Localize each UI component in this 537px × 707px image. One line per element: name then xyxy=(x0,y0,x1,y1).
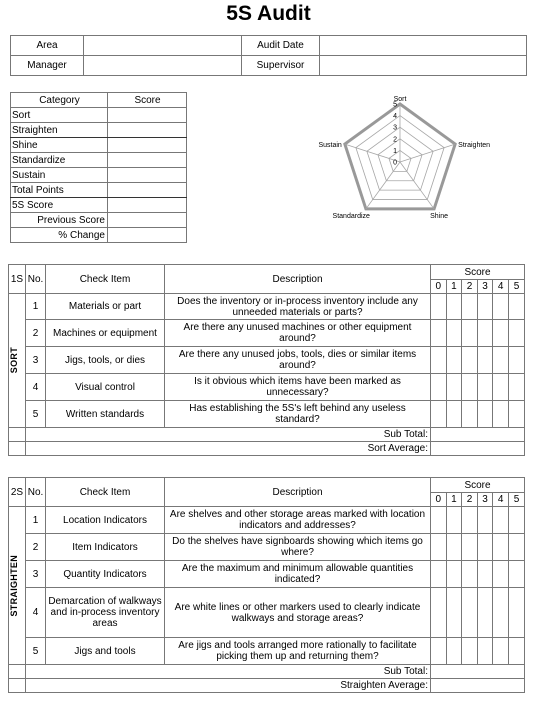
score-cell[interactable] xyxy=(446,507,462,534)
score-cell[interactable] xyxy=(508,401,524,428)
score-cell[interactable] xyxy=(431,294,447,320)
radar-tick-label: 1 xyxy=(393,147,397,155)
supervisor-label: Supervisor xyxy=(242,56,320,76)
score-header: Score xyxy=(108,93,187,108)
score-cell[interactable] xyxy=(446,534,462,561)
score-cell[interactable] xyxy=(477,294,493,320)
score-cell[interactable] xyxy=(477,561,493,588)
item-description: Are white lines or other markers used to clearly indicate walkways and storage areas? xyxy=(165,588,431,638)
radar-axis-label: Straighten xyxy=(458,142,491,150)
score-cell[interactable] xyxy=(493,374,509,401)
no-header: No. xyxy=(26,478,46,507)
item-description: Does the inventory or in-process inventory include any unneeded materials or parts? xyxy=(165,294,431,320)
item-number: 3 xyxy=(26,561,46,588)
section-code: 2S xyxy=(9,478,26,507)
radar-tick-label: 4 xyxy=(393,113,397,121)
supervisor-field[interactable] xyxy=(320,56,527,76)
item-number: 2 xyxy=(26,534,46,561)
item-description: Are there any unused machines or other equipment around? xyxy=(165,320,431,347)
check-item: Location Indicators xyxy=(46,507,165,534)
section-side-label xyxy=(9,507,26,665)
score-cell[interactable] xyxy=(462,374,478,401)
score-cell[interactable] xyxy=(446,401,462,428)
check-item: Materials or part xyxy=(46,294,165,320)
score-cell[interactable] xyxy=(462,347,478,374)
score-cell[interactable] xyxy=(477,534,493,561)
check-item: Demarcation of walkways and in-process inventory areas xyxy=(46,588,165,638)
score-cell[interactable] xyxy=(493,588,509,638)
score-cell[interactable] xyxy=(431,561,447,588)
category-shine: Shine xyxy=(11,138,108,153)
score-col-4: 4 xyxy=(493,280,509,294)
score-cell[interactable] xyxy=(446,347,462,374)
straighten-section-table xyxy=(8,477,525,693)
score-cell[interactable] xyxy=(462,534,478,561)
category-sort: Sort xyxy=(11,108,108,123)
spacer-cell xyxy=(9,428,26,442)
score-cell[interactable] xyxy=(508,534,524,561)
subtotal-label: Sub Total: xyxy=(26,428,431,442)
score-cell[interactable] xyxy=(477,507,493,534)
table-row xyxy=(9,374,525,401)
check-item: Jigs and tools xyxy=(46,638,165,665)
average-label: Straighten Average: xyxy=(26,679,431,693)
item-description: Are there any unused jobs, tools, dies or similar items around? xyxy=(165,347,431,374)
radar-axis-label: Sustain xyxy=(318,142,342,150)
table-row xyxy=(9,347,525,374)
score-cell[interactable] xyxy=(462,638,478,665)
score-cell[interactable] xyxy=(446,374,462,401)
score-cell[interactable] xyxy=(431,507,447,534)
score-col-4: 4 xyxy=(493,493,509,507)
score-cell[interactable] xyxy=(508,561,524,588)
area-label: Area xyxy=(11,36,84,56)
page-title: 5S Audit xyxy=(226,2,311,25)
spacer-cell xyxy=(9,679,26,693)
manager-field[interactable] xyxy=(84,56,242,76)
category-5s-score: 5S Score xyxy=(11,198,108,213)
score-cell[interactable] xyxy=(477,374,493,401)
table-row xyxy=(9,320,525,347)
score-col-1: 1 xyxy=(446,280,462,294)
check-item: Machines or equipment xyxy=(46,320,165,347)
description-header: Description xyxy=(165,478,431,507)
item-number: 4 xyxy=(26,588,46,638)
score-col-1: 1 xyxy=(446,493,462,507)
score-cell[interactable] xyxy=(477,638,493,665)
table-row xyxy=(9,294,525,320)
check-item: Jigs, tools, or dies xyxy=(46,347,165,374)
score-cell[interactable] xyxy=(108,108,187,123)
score-col-0: 0 xyxy=(431,280,447,294)
item-number: 5 xyxy=(26,401,46,428)
score-cell[interactable] xyxy=(508,588,524,638)
score-cell[interactable] xyxy=(446,561,462,588)
average-value[interactable] xyxy=(431,679,525,693)
score-cell[interactable] xyxy=(462,294,478,320)
subtotal-label: Sub Total: xyxy=(26,665,431,679)
audit-info-table xyxy=(10,35,527,76)
score-cell[interactable] xyxy=(508,507,524,534)
score-cell[interactable] xyxy=(508,294,524,320)
radar-tick-labels xyxy=(393,102,397,167)
score-cell[interactable] xyxy=(508,374,524,401)
radar-axis-labels xyxy=(318,96,490,220)
subtotal-value[interactable] xyxy=(431,428,525,442)
category-score-table xyxy=(10,92,187,243)
score-cell[interactable] xyxy=(462,401,478,428)
radar-tick-label: 2 xyxy=(393,136,397,144)
spacer-cell xyxy=(9,665,26,679)
score-cell[interactable] xyxy=(462,561,478,588)
average-label: Sort Average: xyxy=(26,442,431,456)
radar-tick-label: 3 xyxy=(393,124,397,132)
percent-change-label: % Change xyxy=(11,228,108,243)
score-cell[interactable] xyxy=(462,507,478,534)
section-side-label xyxy=(9,294,26,428)
category-standardize: Standardize xyxy=(11,153,108,168)
score-cell[interactable] xyxy=(431,638,447,665)
average-value[interactable] xyxy=(431,442,525,456)
check-item: Visual control xyxy=(46,374,165,401)
sort-section-table xyxy=(8,264,525,456)
manager-label: Manager xyxy=(11,56,84,76)
score-cell[interactable] xyxy=(477,347,493,374)
category-total-points: Total Points xyxy=(11,183,108,198)
score-cell[interactable] xyxy=(493,534,509,561)
check-item: Written standards xyxy=(46,401,165,428)
score-col-5: 5 xyxy=(508,493,524,507)
score-cell[interactable] xyxy=(108,183,187,198)
audit-date-field[interactable] xyxy=(320,36,527,56)
score-cell[interactable] xyxy=(493,294,509,320)
score-cell[interactable] xyxy=(446,588,462,638)
item-number: 3 xyxy=(26,347,46,374)
score-cell[interactable] xyxy=(431,401,447,428)
score-col-5: 5 xyxy=(508,280,524,294)
score-col-3: 3 xyxy=(477,493,493,507)
item-number: 1 xyxy=(26,294,46,320)
table-row xyxy=(9,588,525,638)
score-cell[interactable] xyxy=(493,638,509,665)
table-row xyxy=(9,401,525,428)
table-row xyxy=(9,507,525,534)
score-cell[interactable] xyxy=(431,374,447,401)
radar-tick-label: 0 xyxy=(393,159,397,167)
score-cell[interactable] xyxy=(431,320,447,347)
score-cell[interactable] xyxy=(108,123,187,138)
item-number: 4 xyxy=(26,374,46,401)
score-cell[interactable] xyxy=(108,213,187,228)
score-cell[interactable] xyxy=(477,401,493,428)
score-cell[interactable] xyxy=(493,401,509,428)
score-cell[interactable] xyxy=(446,294,462,320)
no-header: No. xyxy=(26,265,46,294)
item-description: Do the shelves have signboards showing which items go where? xyxy=(165,534,431,561)
item-number: 5 xyxy=(26,638,46,665)
score-cell[interactable] xyxy=(108,168,187,183)
description-header: Description xyxy=(165,265,431,294)
area-field[interactable] xyxy=(84,36,242,56)
score-cell[interactable] xyxy=(462,320,478,347)
score-cell[interactable] xyxy=(477,588,493,638)
score-cell[interactable] xyxy=(108,228,187,243)
previous-score-label: Previous Score xyxy=(11,213,108,228)
score-cell[interactable] xyxy=(108,153,187,168)
item-number: 1 xyxy=(26,507,46,534)
score-cell[interactable] xyxy=(508,320,524,347)
item-description: Are the maximum and minimum allowable quantities indicated? xyxy=(165,561,431,588)
subtotal-value[interactable] xyxy=(431,665,525,679)
category-header: Category xyxy=(11,93,108,108)
score-header: Score xyxy=(431,478,525,493)
score-cell[interactable] xyxy=(493,347,509,374)
check-item-header: Check Item xyxy=(46,478,165,507)
score-cell[interactable] xyxy=(431,588,447,638)
score-col-2: 2 xyxy=(462,280,478,294)
radar-tick-label: 5 xyxy=(393,101,397,109)
score-cell[interactable] xyxy=(508,347,524,374)
score-col-2: 2 xyxy=(462,493,478,507)
item-description: Are shelves and other storage areas marked with location indicators and addresses? xyxy=(165,507,431,534)
side-label-text: STRAIGHTEN xyxy=(9,554,19,617)
category-straighten: Straighten xyxy=(11,123,108,138)
item-number: 2 xyxy=(26,320,46,347)
score-cell[interactable] xyxy=(431,534,447,561)
spacer-cell xyxy=(9,442,26,456)
item-description: Has establishing the 5S's left behind any useless standard? xyxy=(165,401,431,428)
score-cell[interactable] xyxy=(108,198,187,213)
check-item: Item Indicators xyxy=(46,534,165,561)
table-row xyxy=(9,638,525,665)
score-cell[interactable] xyxy=(446,638,462,665)
item-description: Are jigs and tools arranged more rationally to facilitate picking them up and returning them? xyxy=(165,638,431,665)
category-sustain: Sustain xyxy=(11,168,108,183)
check-item-header: Check Item xyxy=(46,265,165,294)
check-item: Quantity Indicators xyxy=(46,561,165,588)
table-row xyxy=(9,561,525,588)
radar-axis-label: Sort xyxy=(393,96,407,103)
score-cell[interactable] xyxy=(493,320,509,347)
score-cell[interactable] xyxy=(493,507,509,534)
score-cell[interactable] xyxy=(462,588,478,638)
score-cell[interactable] xyxy=(108,138,187,153)
score-col-3: 3 xyxy=(477,280,493,294)
score-col-0: 0 xyxy=(431,493,447,507)
item-description: Is it obvious which items have been marked as unnecessary? xyxy=(165,374,431,401)
radar-chart xyxy=(310,92,510,232)
score-cell[interactable] xyxy=(446,320,462,347)
section-code: 1S xyxy=(9,265,26,294)
table-row xyxy=(9,534,525,561)
score-cell[interactable] xyxy=(493,561,509,588)
score-cell[interactable] xyxy=(477,320,493,347)
score-cell[interactable] xyxy=(431,347,447,374)
side-label-text: SORT xyxy=(9,347,19,374)
radar-axis-label: Standardize xyxy=(332,212,370,220)
score-header: Score xyxy=(431,265,525,280)
audit-date-label: Audit Date xyxy=(242,36,320,56)
radar-grid xyxy=(345,101,455,209)
radar-axis-label: Shine xyxy=(430,212,448,220)
score-cell[interactable] xyxy=(508,638,524,665)
